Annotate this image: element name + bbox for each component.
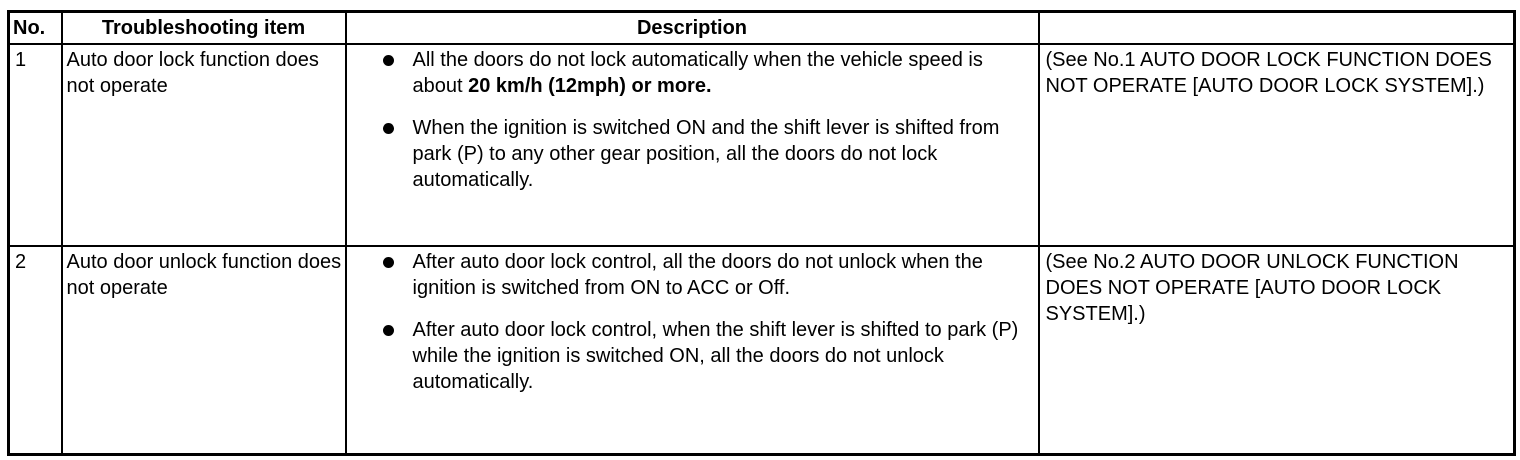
- table-row: [9, 246, 1515, 455]
- header-no: No.: [9, 12, 62, 45]
- description-text: All the doors do not lock automatically when the vehicle speed is about: [412, 49, 983, 97]
- description-bullet-item: [347, 47, 1038, 99]
- troubleshooting-table: [7, 10, 1516, 456]
- description-cell: [346, 44, 1039, 246]
- description-list: [347, 47, 1038, 193]
- description-bullet-item: [347, 115, 1038, 193]
- reference-link[interactable]: (See No.1 AUTO DOOR LOCK FUNCTION DOES NOT OPERATE [AUTO DOOR LOCK SYSTEM].): [1039, 44, 1515, 246]
- description-emphasis: 20 km/h (12mph) or more.: [468, 75, 712, 97]
- header-reference: [1039, 12, 1515, 45]
- description-bullet-item: [347, 317, 1038, 395]
- bullet-icon: [383, 257, 394, 268]
- troubleshooting-item: Auto door unlock function does not operate: [62, 246, 346, 455]
- description-cell: [346, 246, 1039, 455]
- table-row: [9, 44, 1515, 246]
- troubleshooting-item: Auto door lock function does not operate: [62, 44, 346, 246]
- header-description: Description: [346, 12, 1039, 45]
- description-text: When the ignition is switched ON and the shift lever is shifted from park (P) to any other gear position, all the doors do not lock automatically.: [412, 117, 1000, 191]
- description-bullet-item: [347, 249, 1038, 301]
- header-row: [9, 12, 1515, 45]
- bullet-icon: [383, 325, 394, 336]
- description-list: [347, 249, 1038, 395]
- reference-link[interactable]: (See No.2 AUTO DOOR UNLOCK FUNCTION DOES NOT OPERATE [AUTO DOOR LOCK SYSTEM].): [1039, 246, 1515, 455]
- description-text: After auto door lock control, when the shift lever is shifted to park (P) while the ignition is switched ON, all the doors do not unlock automatically.: [412, 319, 1019, 393]
- bullet-icon: [383, 123, 394, 134]
- description-text: After auto door lock control, all the doors do not unlock when the ignition is switched from ON to ACC or Off.: [412, 251, 983, 299]
- row-number: 2: [9, 246, 62, 455]
- header-troubleshooting-item: Troubleshooting item: [62, 12, 346, 45]
- row-number: 1: [9, 44, 62, 246]
- bullet-icon: [383, 55, 394, 66]
